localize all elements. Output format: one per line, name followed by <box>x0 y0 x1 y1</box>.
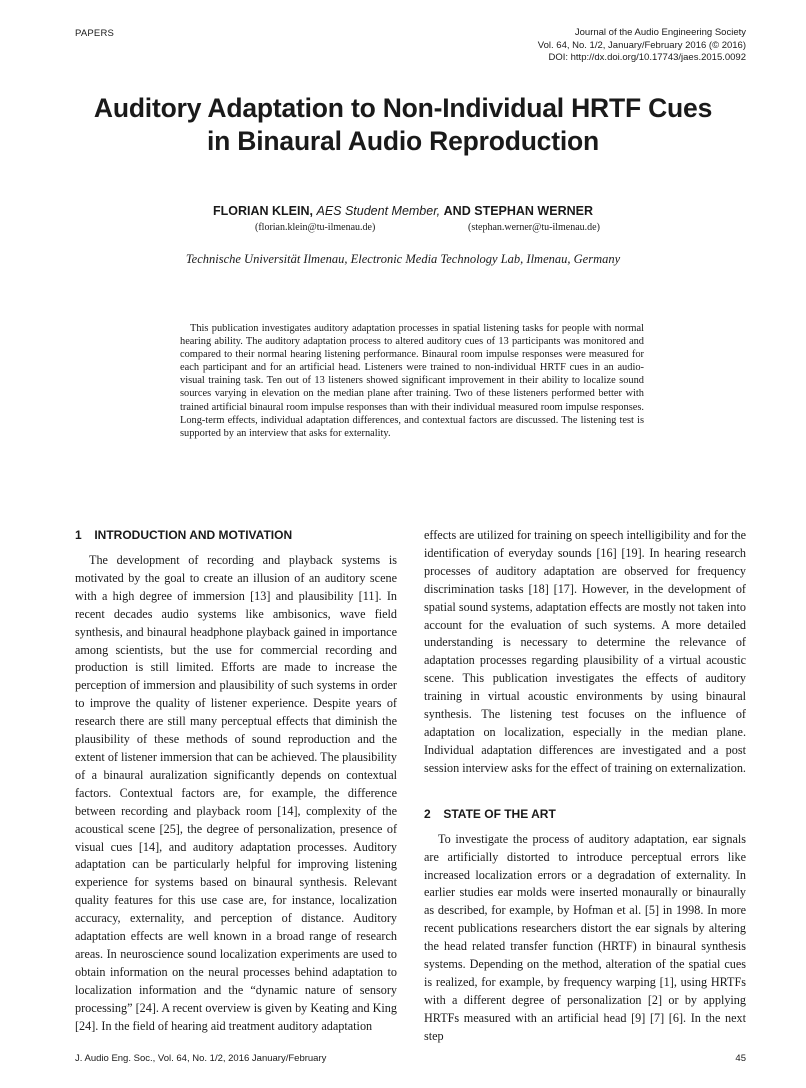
right-column <box>424 527 746 1046</box>
author-line <box>40 204 766 218</box>
author-2-email: (stephan.werner@tu-ilmenau.de) <box>468 222 600 233</box>
section-1-paragraph-continued: effects are utilized for training on speech intelligibility and for the identification of everyday sounds [16] [19]. In hearing research processes of auditory adaptation are observed for frequency discrimination tasks [18] [17]. However, in the development of spatial sound systems, adaptation effects are mostly not taken into account for the evaluation of such systems. A more detailed understanding is necessary to determine the relevance of adaptation processes regarding plausibility of a virtual acoustic scene. This publication investigates the effects of auditory training in virtual acoustic environments by using binaural synthesis. The listening test focuses on the influence of adaptation on localization, especially in the median plane. Individual adaptation differences are investigated and a post session interview asks for the effect of training on externalization. <box>424 528 746 775</box>
abstract: This publication investigates auditory adaptation processes in spatial listening tasks for people with normal hearing ability. The auditory adaptation process to altered auditory cues of 13 participants was monitored and compared to their normal hearing listening performance. Binaural room impulse responses were measured for each participant and for an artificial head. Listeners were trained to non-individual HRTF cues in an audio-visual training task. Ten out of 13 listeners showed significant improvement in their ability to localize sound sources varying in elevation on the median plane after training. Two of these listeners performed better with trained artificial binaural room impulse responses than with their individual measured room impulse responses. Long-term effects, individual adaptation differences, and contextual factors are discussed. The listening test is supported by an interview that asks for externality. <box>180 323 644 439</box>
author-conjunction: AND <box>443 204 471 218</box>
footer-citation: J. Audio Eng. Soc., Vol. 64, No. 1/2, 2016 January/February <box>75 1053 327 1064</box>
journal-name: Journal of the Audio Engineering Society <box>574 27 746 38</box>
author-1-role: AES Student Member, <box>316 204 441 218</box>
journal-volume: Vol. 64, No. 1/2, January/February 2016 (© 2016) <box>537 39 746 51</box>
author-2-name: STEPHAN WERNER <box>474 204 593 218</box>
section-2-number: 2 <box>424 806 431 821</box>
paper-title-line-2: in Binaural Audio Reproduction <box>207 126 599 156</box>
section-1-title: INTRODUCTION AND MOTIVATION <box>94 528 293 542</box>
page-number: 45 <box>735 1053 746 1064</box>
journal-info <box>386 27 746 65</box>
paper-title-line-1: Auditory Adaptation to Non-Individual HRTF Cues <box>93 93 713 123</box>
journal-doi: DOI: http://dx.doi.org/10.17743/jaes.2015.0092 <box>548 52 746 63</box>
section-2-heading <box>424 806 746 822</box>
left-column <box>75 527 397 1035</box>
author-1-email: (florian.klein@tu-ilmenau.de) <box>255 222 376 233</box>
paper-title <box>40 92 766 158</box>
section-2-paragraph: To investigate the process of auditory adaptation, ear signals are artificially distorted to introduce perceptual errors like increased localization errors or a degradation of externality. In earlier studies ear molds were inserted monaurally or binaurally as described, for example, by Hofman et al. [5] in 1998. In more recent publications researchers distort the ear signals by altering the head related transfer function (HRTF) in binaural synthesis systems. Depending on the method, alteration of the spatial cues is realized, for example, by frequency warping [1], using HRTFs with a different degree of personalization [2] or by applying HRTFs measured with an artificial head [9] [7] [6]. In the next step <box>424 831 746 1043</box>
section-1-heading <box>75 527 397 543</box>
running-header-section: PAPERS <box>75 28 115 39</box>
affiliation: Technische Universität Ilmenau, Electronic Media Technology Lab, Ilmenau, Germany <box>185 252 621 266</box>
section-1-number: 1 <box>75 528 82 542</box>
section-2-title: STATE OF THE ART <box>443 806 556 821</box>
author-1-name: FLORIAN KLEIN, <box>213 204 313 218</box>
section-1-paragraph: The development of recording and playback systems is motivated by the goal to create an illusion of an auditory scene with a high degree of immersion [13] and plausibility [11]. In recent decades audio systems like ambisonics, wave field synthesis, and binaural headphone playback gained in importance among scientists, but the use for commercial recording and production is still limited. Efforts are made to increase the perception of immersion and plausibility of such systems in order to improve the quality of listener experience. Despite years of research there are still many perceptual effects that diminish the plausibility of these methods of sound reproduction and the extent of listener immersion that can be achieved. The plausibility of a binaural auralization significantly depends on contextual factors. Contextual factors are, for example, the difference between recording and playback room [14], complexity of the acoustical scene [25], the degree of personalization, presence of visual cues [14], and auditory adaptation processes. Auditory adaptation can be particularly helpful for improving listening experience for systems based on binaural synthesis. Relevant quality features for this use case are, for instance, localization accuracy, externality, and perception of distance. Auditory adaptation effects are well known in a broad range of research areas. In neuroscience sound localization experiments are used to obtain information on the neural processes behind adaptation to localization information and the “dynamic nature of sensory processing” [24]. A recent overview is given by Keating and King [24]. In the field of hearing aid treatment auditory adaptation <box>75 553 397 1033</box>
